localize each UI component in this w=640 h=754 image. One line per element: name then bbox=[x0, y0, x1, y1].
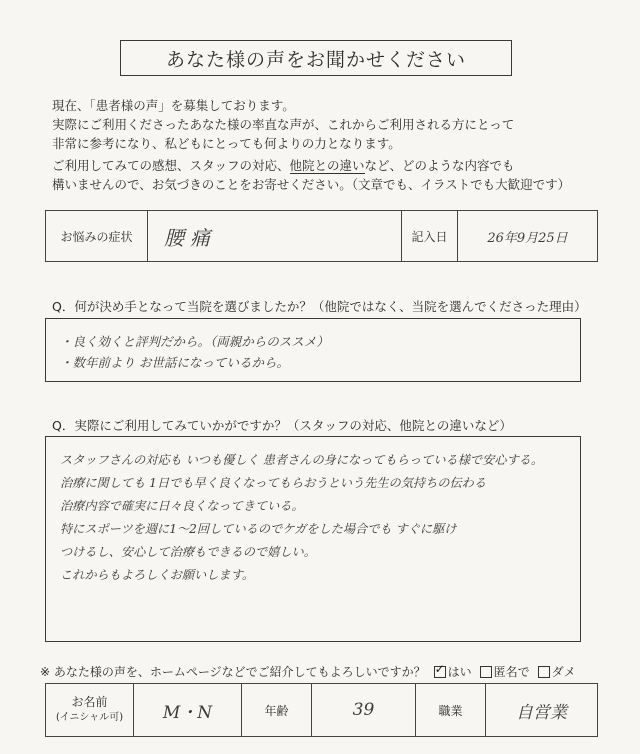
answer-box-2 bbox=[45, 436, 581, 642]
job-label: 職業 bbox=[416, 684, 486, 736]
consent-no-label: ダメ bbox=[551, 665, 576, 679]
consent-yes-label: はい bbox=[447, 665, 472, 679]
name-sublabel: (イニシャル可) bbox=[55, 712, 124, 723]
symptoms-value: 腰痛 bbox=[148, 211, 402, 261]
intro-line: 非常に参考になり、私どもにとっても何よりの力となります。 bbox=[52, 136, 401, 151]
answer-line: つけるし、安心して治療もできるので嬉しい。 bbox=[60, 545, 316, 559]
question-1: Q．何が決め手となって当院を選びましたか？（他院ではなく、当院を選んでくださった理由） bbox=[52, 299, 587, 314]
answer-box-1 bbox=[45, 318, 581, 382]
intro-line bbox=[52, 156, 570, 175]
intro-line: 現在、「患者様の声」を募集しております。 bbox=[52, 98, 295, 113]
consent-no-checkbox[interactable] bbox=[538, 666, 550, 678]
intro-paragraph-1 bbox=[52, 96, 514, 153]
date-label: 記入日 bbox=[402, 211, 458, 261]
form-title bbox=[120, 40, 512, 76]
question-2: Q．実際にご利用してみていかがですか？（スタッフの対応、他院との違いなど） bbox=[52, 418, 512, 433]
intro-text: など、どのような内容でも bbox=[364, 158, 515, 173]
age-label: 年齢 bbox=[242, 684, 312, 736]
job-value: 自営業 bbox=[516, 702, 567, 723]
name-label: お名前 bbox=[71, 695, 108, 709]
symptoms-table bbox=[45, 210, 598, 262]
answer-line: 特にスポーツを週に1〜2回しているのでケガをした場合でも すぐに駆け bbox=[60, 522, 457, 536]
answer-line: 治療に関しても 1日でも早く良くなってもらおうという先生の気持ちの伝わる bbox=[60, 476, 487, 490]
consent-yes-checkbox[interactable] bbox=[434, 666, 446, 678]
consent-row bbox=[40, 663, 576, 680]
intro-paragraph-2 bbox=[52, 156, 570, 194]
consent-question: ※ あなた様の声を、ホームページなどでご紹介してもよろしいですか？ bbox=[40, 665, 426, 679]
answer-line: ・良く効くと評判だから。（両親からのススメ） bbox=[60, 334, 329, 349]
age-value: 39 bbox=[312, 684, 416, 736]
profile-table bbox=[45, 683, 598, 737]
answer-line: これからもよろしくお願いします。 bbox=[60, 568, 255, 582]
consent-anonymous-checkbox[interactable] bbox=[480, 666, 492, 678]
intro-underlined-text: 他院との違い bbox=[289, 158, 365, 173]
answer-line: ・数年前より お世話になっているから。 bbox=[60, 355, 289, 370]
intro-line: 構いませんので、お気づきのことをお寄せください。（文章でも、イラストでも大歓迎です） bbox=[52, 177, 571, 192]
intro-text: ご利用してみての感想、スタッフの対応、 bbox=[52, 158, 290, 173]
name-label-cell bbox=[46, 684, 134, 736]
date-value: 26年9月25日 bbox=[487, 230, 568, 246]
intro-line: 実際にご利用くださったあなた様の率直な声が、これからご利用される方にとって bbox=[52, 117, 515, 132]
symptoms-label: お悩みの症状 bbox=[46, 211, 148, 261]
answer-line: 治療内容で確実に日々良くなってきている。 bbox=[60, 499, 304, 513]
form-title-text: あなた様の声をお聞かせください bbox=[165, 48, 466, 71]
name-value: M・N bbox=[134, 684, 242, 736]
consent-anonymous-label: 匿名で bbox=[493, 665, 530, 679]
answer-line: スタッフさんの対応も いつも優しく 患者さんの身になってもらっている様で安心する。 bbox=[60, 453, 544, 467]
